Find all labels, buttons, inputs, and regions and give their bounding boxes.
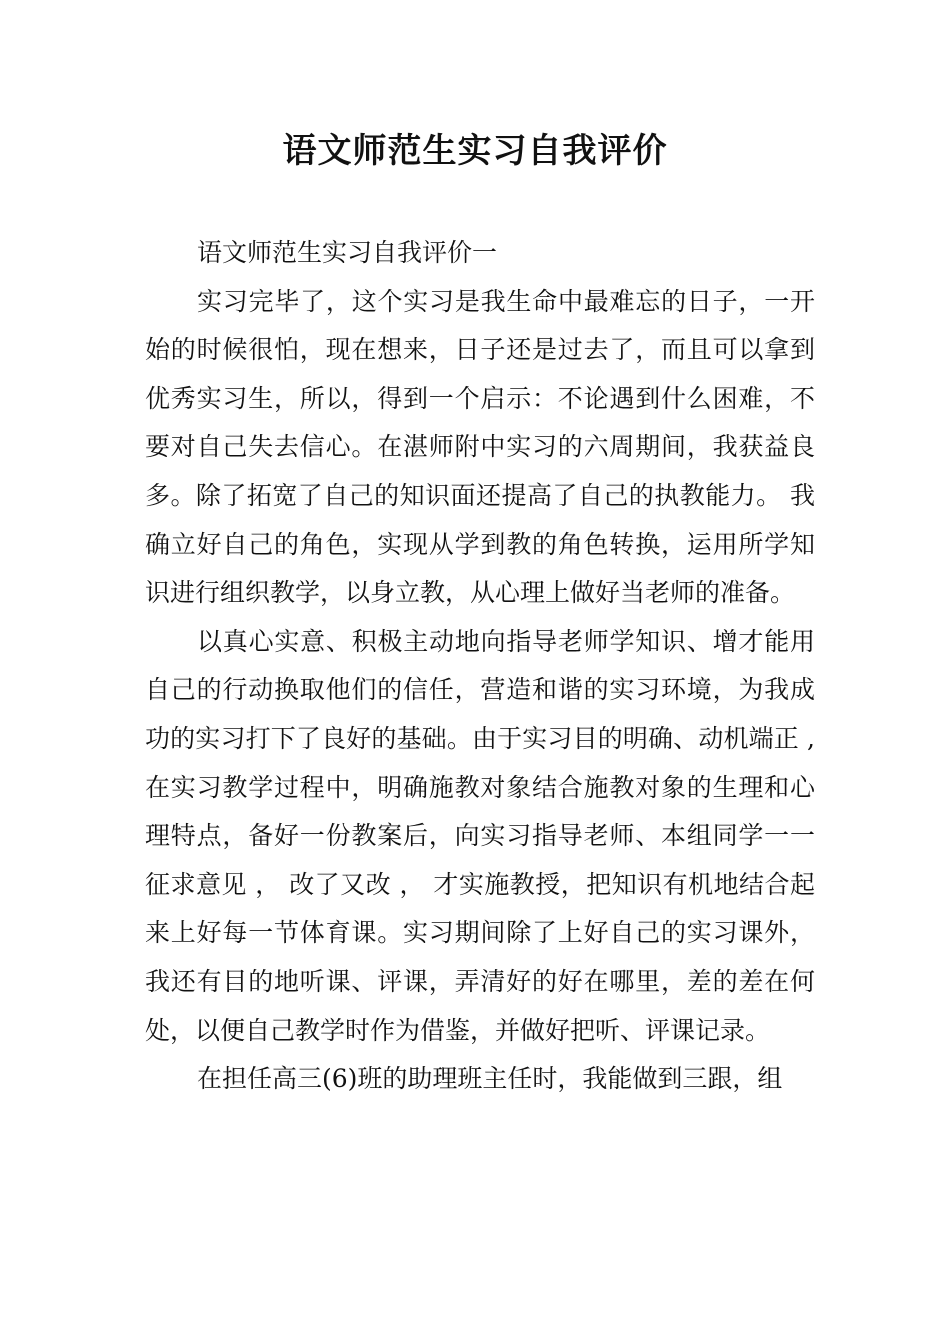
- section-heading: 语文师范生实习自我评价一: [197, 238, 498, 267]
- document-body: [145, 229, 815, 1104]
- paragraph-1: 实习完毕了，这个实习是我生命中最难忘的日子，一开始的时候很怕，现在想来，日子还是过去了，而且可以拿到优秀实习生，所以，得到一个启示：不论遇到什么困难，不要对自己失去信心。在湛师附中实习的六周期间，我获益良多。除了拓宽了自己的知识面还提高了自己的执教能力。 我确立好自己的角色，实现从学到教的角色转换，运用所学知识进行组织教学，以身立教，从心理上做好当老师的准备。: [145, 286, 815, 608]
- paragraph-3: 在担任高三(6)班的助理班主任时，我能做到三跟，组: [197, 1064, 783, 1094]
- document-title: 语文师范生实习自我评价: [282, 131, 668, 171]
- paragraph-2: 以真心实意、积极主动地向指导老师学知识、增才能用自己的行动换取他们的信任，营造和谐的实习环境，为我成功的实习打下了良好的基础。由于实习目的明确、动机端正 ,在实习教学过程中，明确施教对象结合施教对象的生理和心理特点，备好一份教案后，向实习指导老师、本组同学一一征求意见 ， 改了又改 ， 才实施教授，把知识有机地结合起来上好每一节体育课。实习期间除了上好自己的实习课外，我还有目的地听课、评课，弄清好的好在哪里，差的差在何处，以便自己教学时作为借鉴，并做好把听、评课记录。: [145, 626, 815, 1045]
